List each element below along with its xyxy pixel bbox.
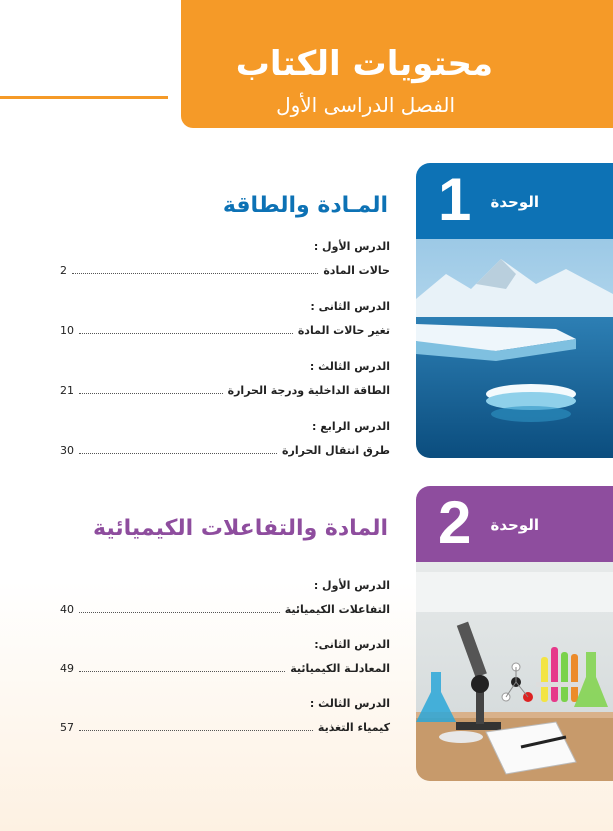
lesson-heading: الدرس الثانى: — [314, 638, 390, 651]
page-number: 2 — [60, 264, 67, 277]
unit-2-label: الوحدة — [490, 516, 539, 534]
page-number: 10 — [60, 324, 74, 337]
leader-dots — [79, 729, 313, 731]
unit-2-lesson-3[interactable] — [60, 697, 390, 734]
leader-dots — [79, 452, 277, 454]
lesson-name: حالات المادة — [323, 264, 390, 277]
leader-dots — [79, 611, 280, 613]
page-number: 57 — [60, 721, 74, 734]
lesson-heading: الدرس الثالث : — [309, 697, 390, 710]
lesson-name: الطاقة الداخلية ودرجة الحرارة — [227, 384, 390, 397]
header-rule — [0, 96, 168, 99]
lesson-name: كيمياء التغذية — [317, 721, 390, 734]
unit-2-tab — [416, 486, 613, 562]
lesson-name: طرق انتقال الحرارة — [282, 444, 390, 457]
unit-2-title: المادة والتفاعلات الكيميائية — [93, 516, 388, 541]
lesson-heading: الدرس الثانى : — [310, 300, 390, 313]
page-number: 40 — [60, 603, 74, 616]
unit-1-lesson-1[interactable] — [60, 240, 390, 277]
unit-1-lesson-4[interactable] — [60, 420, 390, 457]
page-subtitle: الفصل الدراسى الأول — [276, 93, 455, 117]
lesson-name: المعادلـة الكيميائية — [290, 662, 390, 675]
page-title: محتويات الكتاب — [235, 44, 493, 84]
leader-dots — [79, 332, 293, 334]
lesson-name: التفاعلات الكيميائية — [284, 603, 390, 616]
unit-2-number: 2 — [438, 489, 472, 556]
unit-1-tab — [416, 163, 613, 239]
page-number: 30 — [60, 444, 74, 457]
lesson-heading: الدرس الأول : — [313, 240, 390, 253]
leader-dots — [79, 670, 285, 672]
page-number: 49 — [60, 662, 74, 675]
lesson-heading: الدرس الأول : — [313, 579, 390, 592]
leader-dots — [72, 272, 318, 274]
unit-2-lesson-1[interactable] — [60, 579, 390, 616]
lesson-name: تغير حالات المادة — [297, 324, 390, 337]
unit-1-number: 1 — [438, 166, 472, 233]
lesson-heading: الدرس الثالث : — [309, 360, 390, 373]
leader-dots — [79, 392, 223, 394]
unit-1-icebergs-image — [416, 239, 613, 458]
unit-2-laboratory-image — [416, 562, 613, 781]
page-number: 21 — [60, 384, 74, 397]
unit-1-lesson-2[interactable] — [60, 300, 390, 337]
unit-1-title: المـادة والطاقة — [222, 193, 388, 218]
unit-1-label: الوحدة — [490, 193, 539, 211]
unit-2-lesson-2[interactable] — [60, 638, 390, 675]
unit-1-lesson-3[interactable] — [60, 360, 390, 397]
lesson-heading: الدرس الرابع : — [312, 420, 390, 433]
